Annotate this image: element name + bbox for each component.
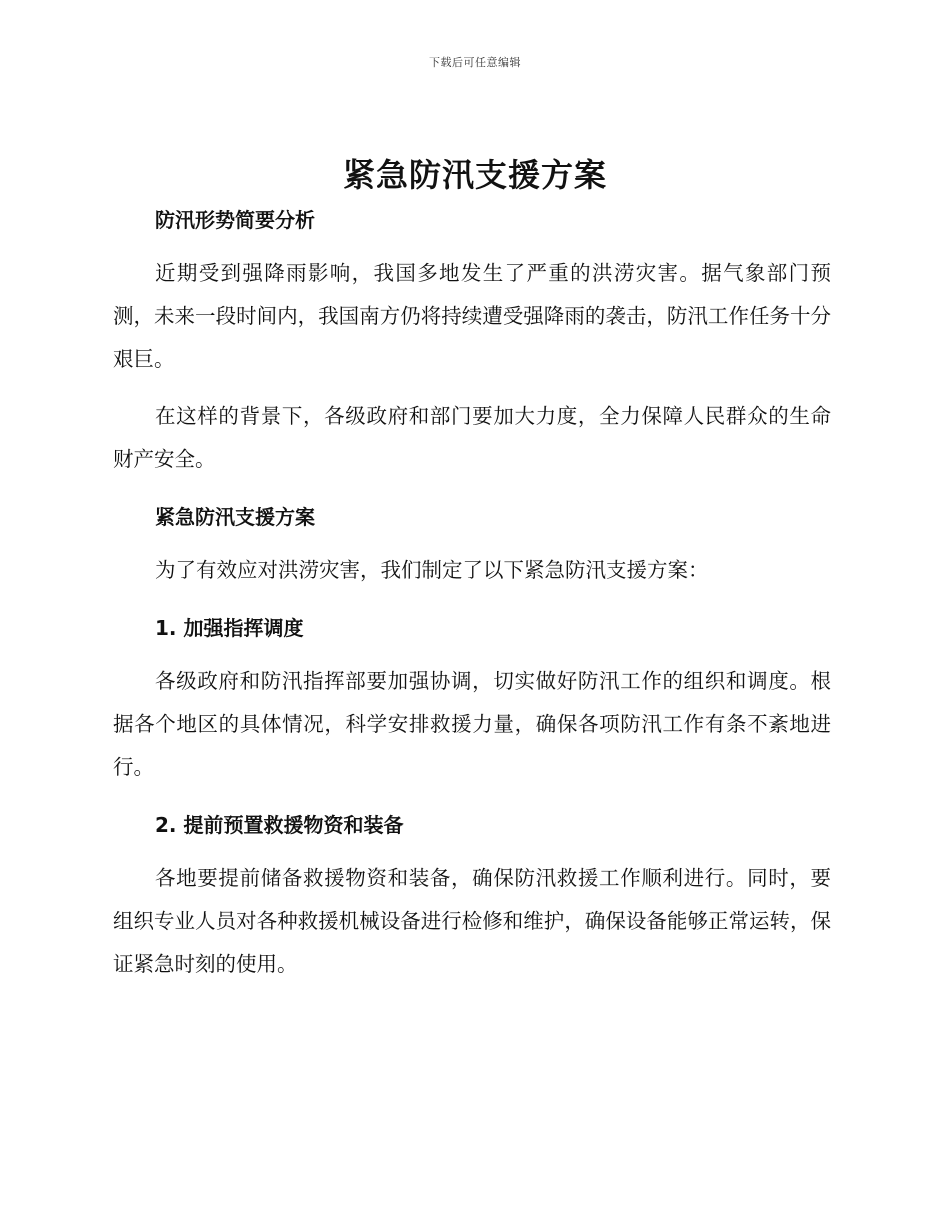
page-header-note: 下载后可任意编辑 [429,56,521,69]
section-heading-command-dispatch: 1. 加强指挥调度 [155,616,304,640]
paragraph: 各地要提前储备救援物资和装备，确保防汛救援工作顺利进行。同时，要组织专业人员对各种救援机械设备进行检修和维护，确保设备能够正常运转，保证紧急时刻的使用。 [113,866,831,976]
section-heading-support-plan: 紧急防汛支援方案 [155,505,315,529]
document-body [113,202,831,986]
paragraph: 在这样的背景下，各级政府和部门要加大力度，全力保障人民群众的生命财产安全。 [113,404,831,471]
paragraph: 各级政府和防汛指挥部要加强协调，切实做好防汛工作的组织和调度。根据各个地区的具体情况，科学安排救援力量，确保各项防汛工作有条不紊地进行。 [113,669,831,779]
paragraph: 近期受到强降雨影响，我国多地发生了严重的洪涝灾害。据气象部门预测，未来一段时间内，我国南方仍将持续遭受强降雨的袭击，防汛工作任务十分艰巨。 [113,261,831,371]
document-title: 紧急防汛支援方案 [342,156,607,194]
paragraph: 为了有效应对洪涝灾害，我们制定了以下紧急防汛支援方案： [155,558,709,582]
section-heading-supplies-equipment: 2. 提前预置救援物资和装备 [155,813,404,837]
section-heading-situation-analysis: 防汛形势简要分析 [155,208,315,232]
